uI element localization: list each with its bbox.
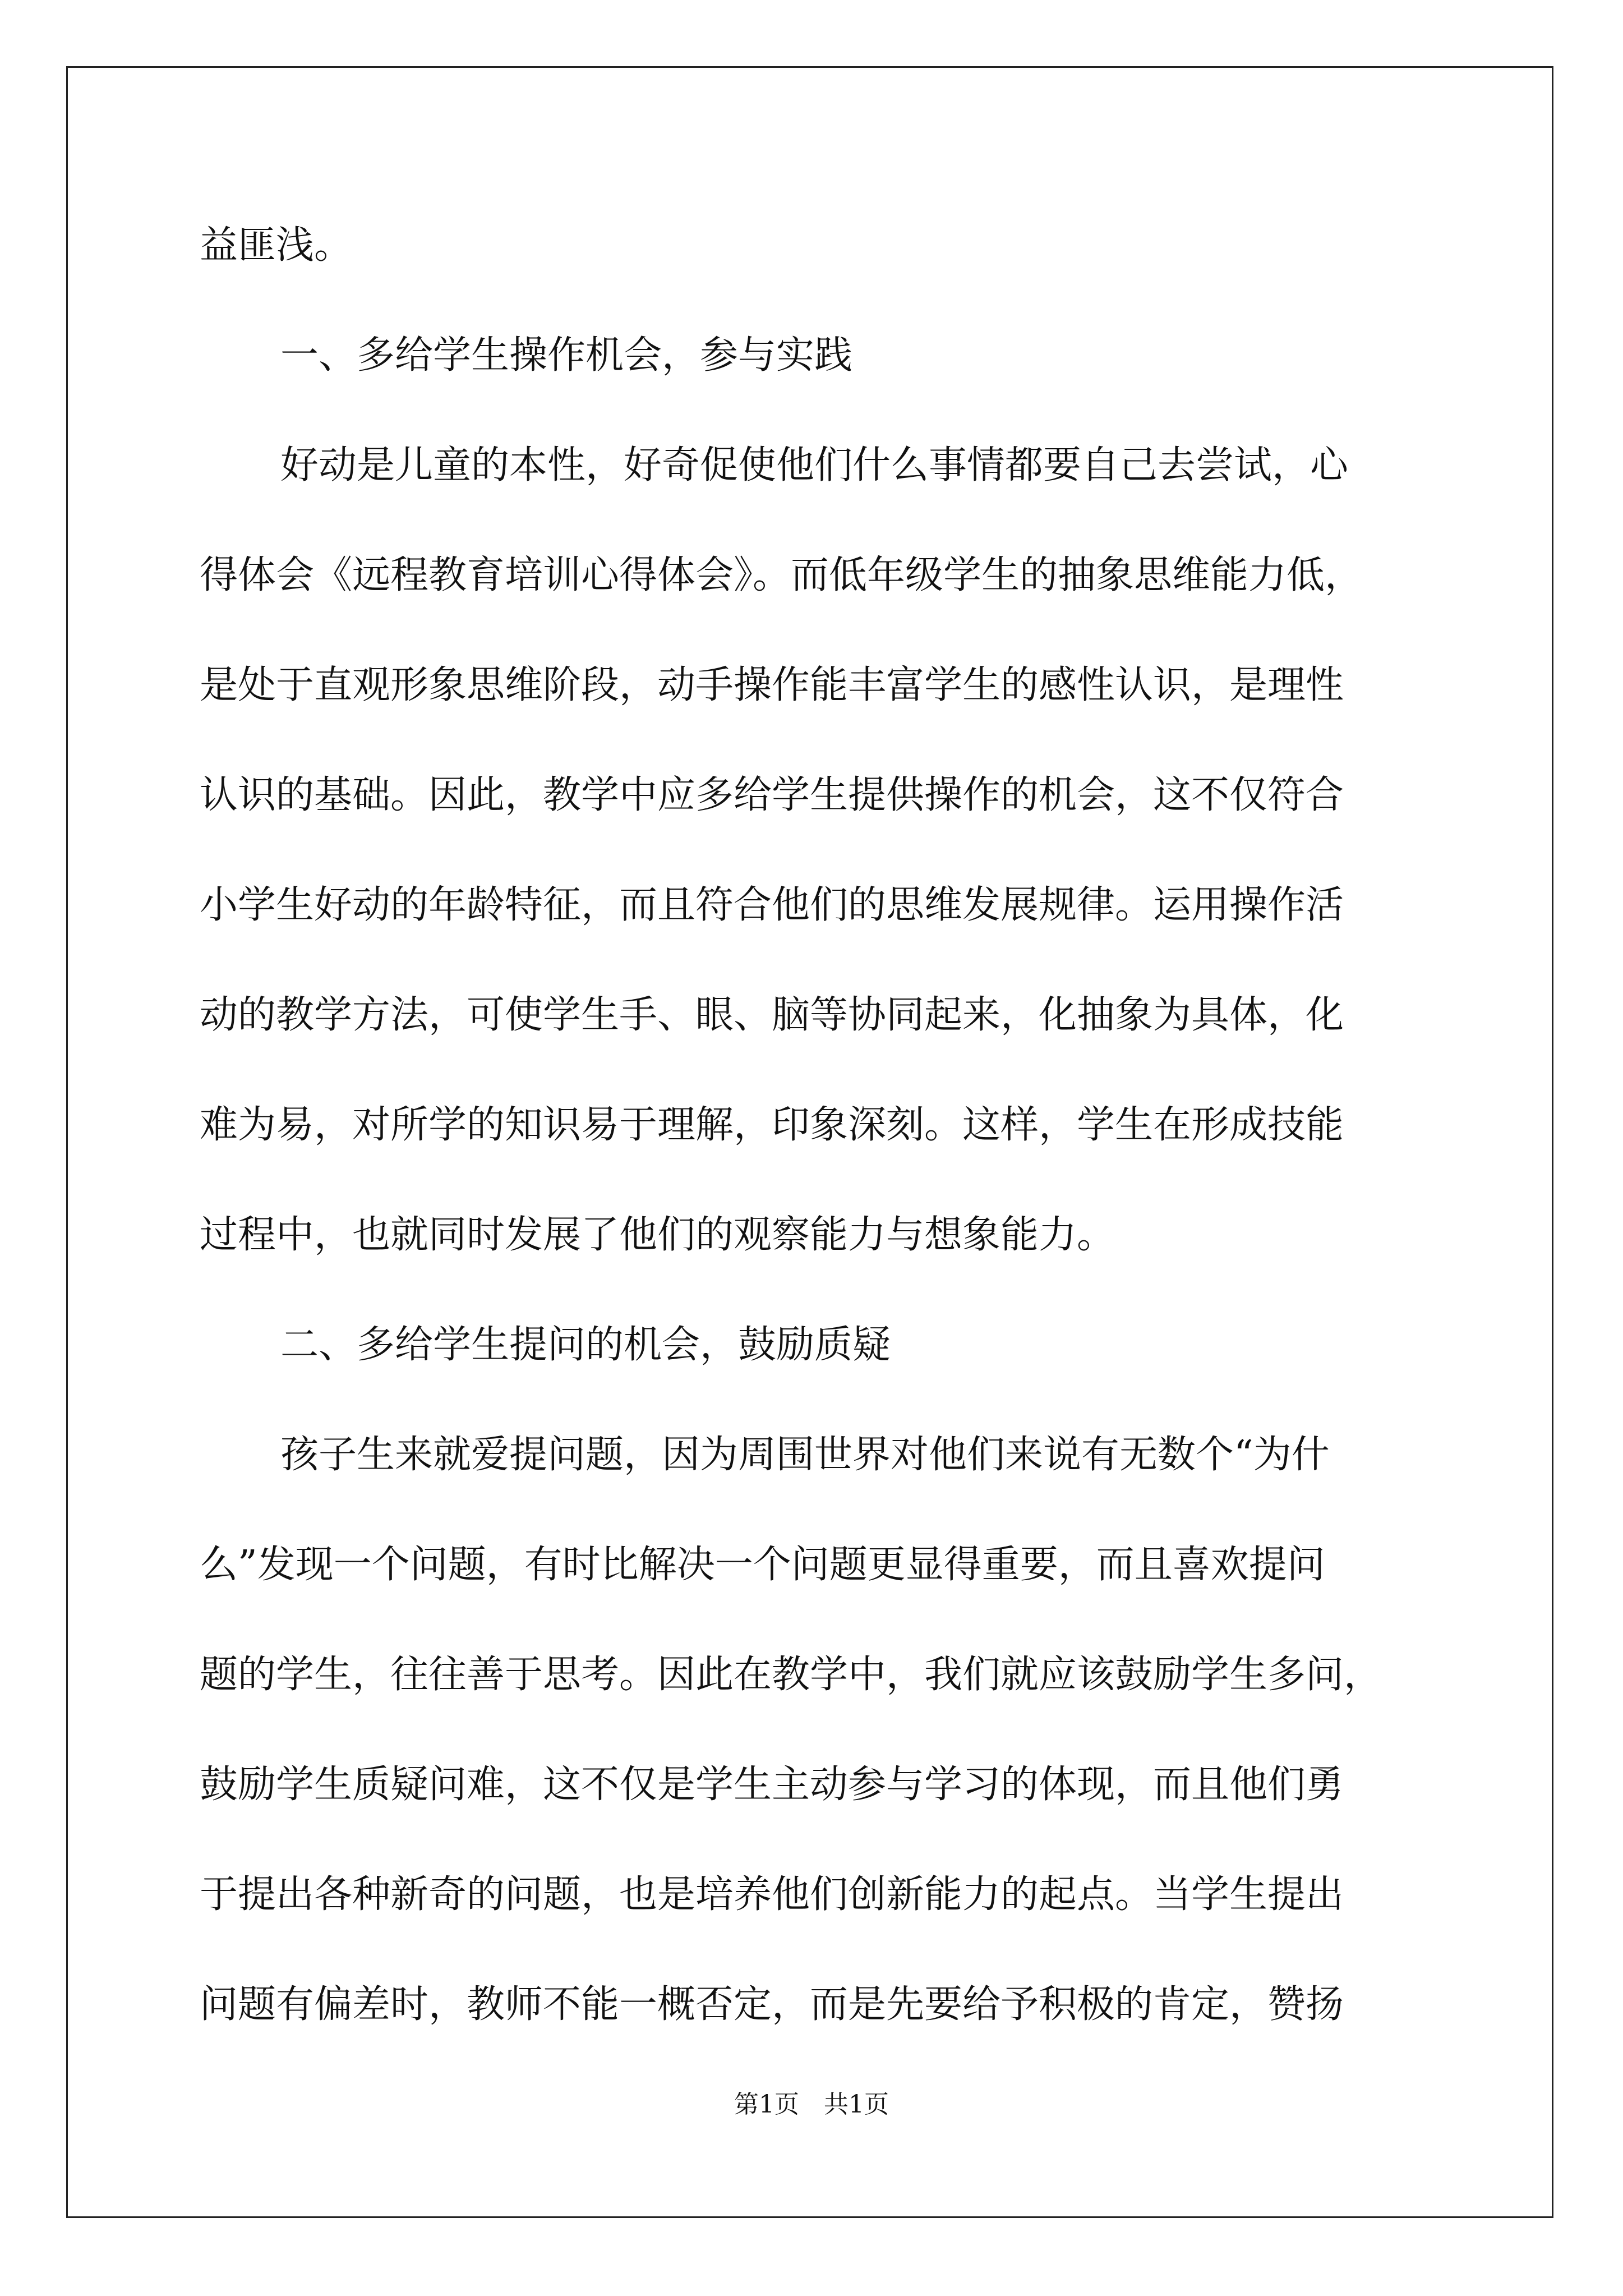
text-line: 认识的基础。因此，教学中应多给学生提供操作的机会，这不仅符合 [200,773,1344,817]
text-line: 动的教学方法，可使学生手、眼、脑等协同起来，化抽象为具体，化 [200,993,1344,1037]
page-number: 第1页 共1页 [734,2090,889,2119]
text-line: 鼓励学生质疑问难，这不仅是学生主动参与学习的体现，而且他们勇 [200,1763,1344,1807]
text-line: 么”发现一个问题，有时比解决一个问题更显得重要，而且喜欢提问 [200,1543,1325,1587]
section-heading: 一、多给学生操作机会，参与实践 [280,333,853,378]
text-line: 难为易，对所学的知识易于理解，印象深刻。这样，学生在形成技能 [200,1103,1344,1147]
text-line: 得体会《远程教育培训心得体会》。而低年级学生的抽象思维能力低， [200,553,1363,597]
text-line: 益匪浅。 [200,223,353,268]
text-line: 好动是儿童的本性，好奇促使他们什么事情都要自己去尝试，心 [280,443,1349,487]
text-line: 是处于直观形象思维阶段，动手操作能丰富学生的感性认识，是理性 [200,663,1344,707]
text-line: 于提出各种新奇的问题，也是培养他们创新能力的起点。当学生提出 [200,1872,1344,1917]
text-line: 小学生好动的年龄特征，而且符合他们的思维发展规律。运用操作活 [200,883,1344,927]
text-line: 孩子生来就爱提问题，因为周围世界对他们来说有无数个“为什 [280,1433,1330,1477]
section-heading: 二、多给学生提问的机会，鼓励质疑 [280,1323,891,1367]
text-line: 问题有偏差时，教师不能一概否定，而是先要给予积极的肯定，赞扬 [200,1982,1344,2027]
text-line: 题的学生，往往善于思考。因此在教学中，我们就应该鼓励学生多问， [200,1653,1382,1697]
text-line: 过程中，也就同时发展了他们的观察能力与想象能力。 [200,1213,1115,1257]
